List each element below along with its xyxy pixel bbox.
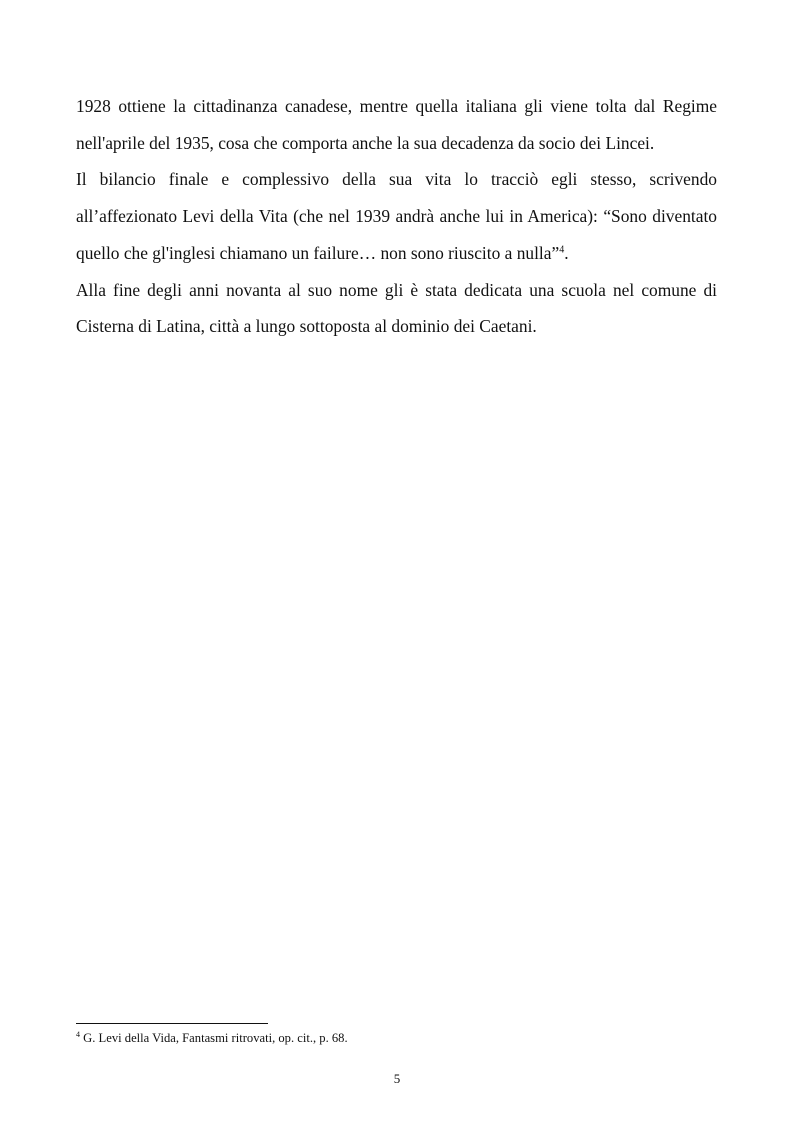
- footnote-text: G. Levi della Vida, Fantasmi ritrovati, op. cit., p. 68.: [80, 1031, 348, 1045]
- paragraph-1-text: 1928 ottiene la cittadinanza canadese, mentre quella italiana gli viene tolta dal Regime nell'aprile del 1935, cosa che comporta anche la sua decadenza da socio dei Lincei.: [76, 96, 717, 153]
- paragraph-2-end: .: [564, 242, 569, 263]
- paragraph-2-text: Il bilancio finale e complessivo della sua vita lo tracciò egli stesso, scrivendo all’affezionato Levi della Vita (che nel 1939 andrà anche lui in America): “Sono diventato quello che gl'inglesi chiamano un failure… non sono riuscito a nulla”: [76, 169, 717, 263]
- paragraph-1: [76, 88, 717, 161]
- paragraph-3-text: Alla fine degli anni novanta al suo nome gli è stata dedicata una scuola nel comune di Cisterna di Latina, città a lungo sottoposta al dominio dei Caetani.: [76, 279, 717, 337]
- body-text: [76, 88, 717, 345]
- footnote-number: 4: [76, 1030, 80, 1040]
- paragraph-2: [76, 161, 717, 271]
- footnote-separator: [76, 1023, 268, 1024]
- paragraph-3: [76, 272, 717, 345]
- footnote-reference[interactable]: 4: [559, 244, 565, 256]
- page-number: 5: [393, 1071, 401, 1086]
- footnote: [76, 1030, 717, 1046]
